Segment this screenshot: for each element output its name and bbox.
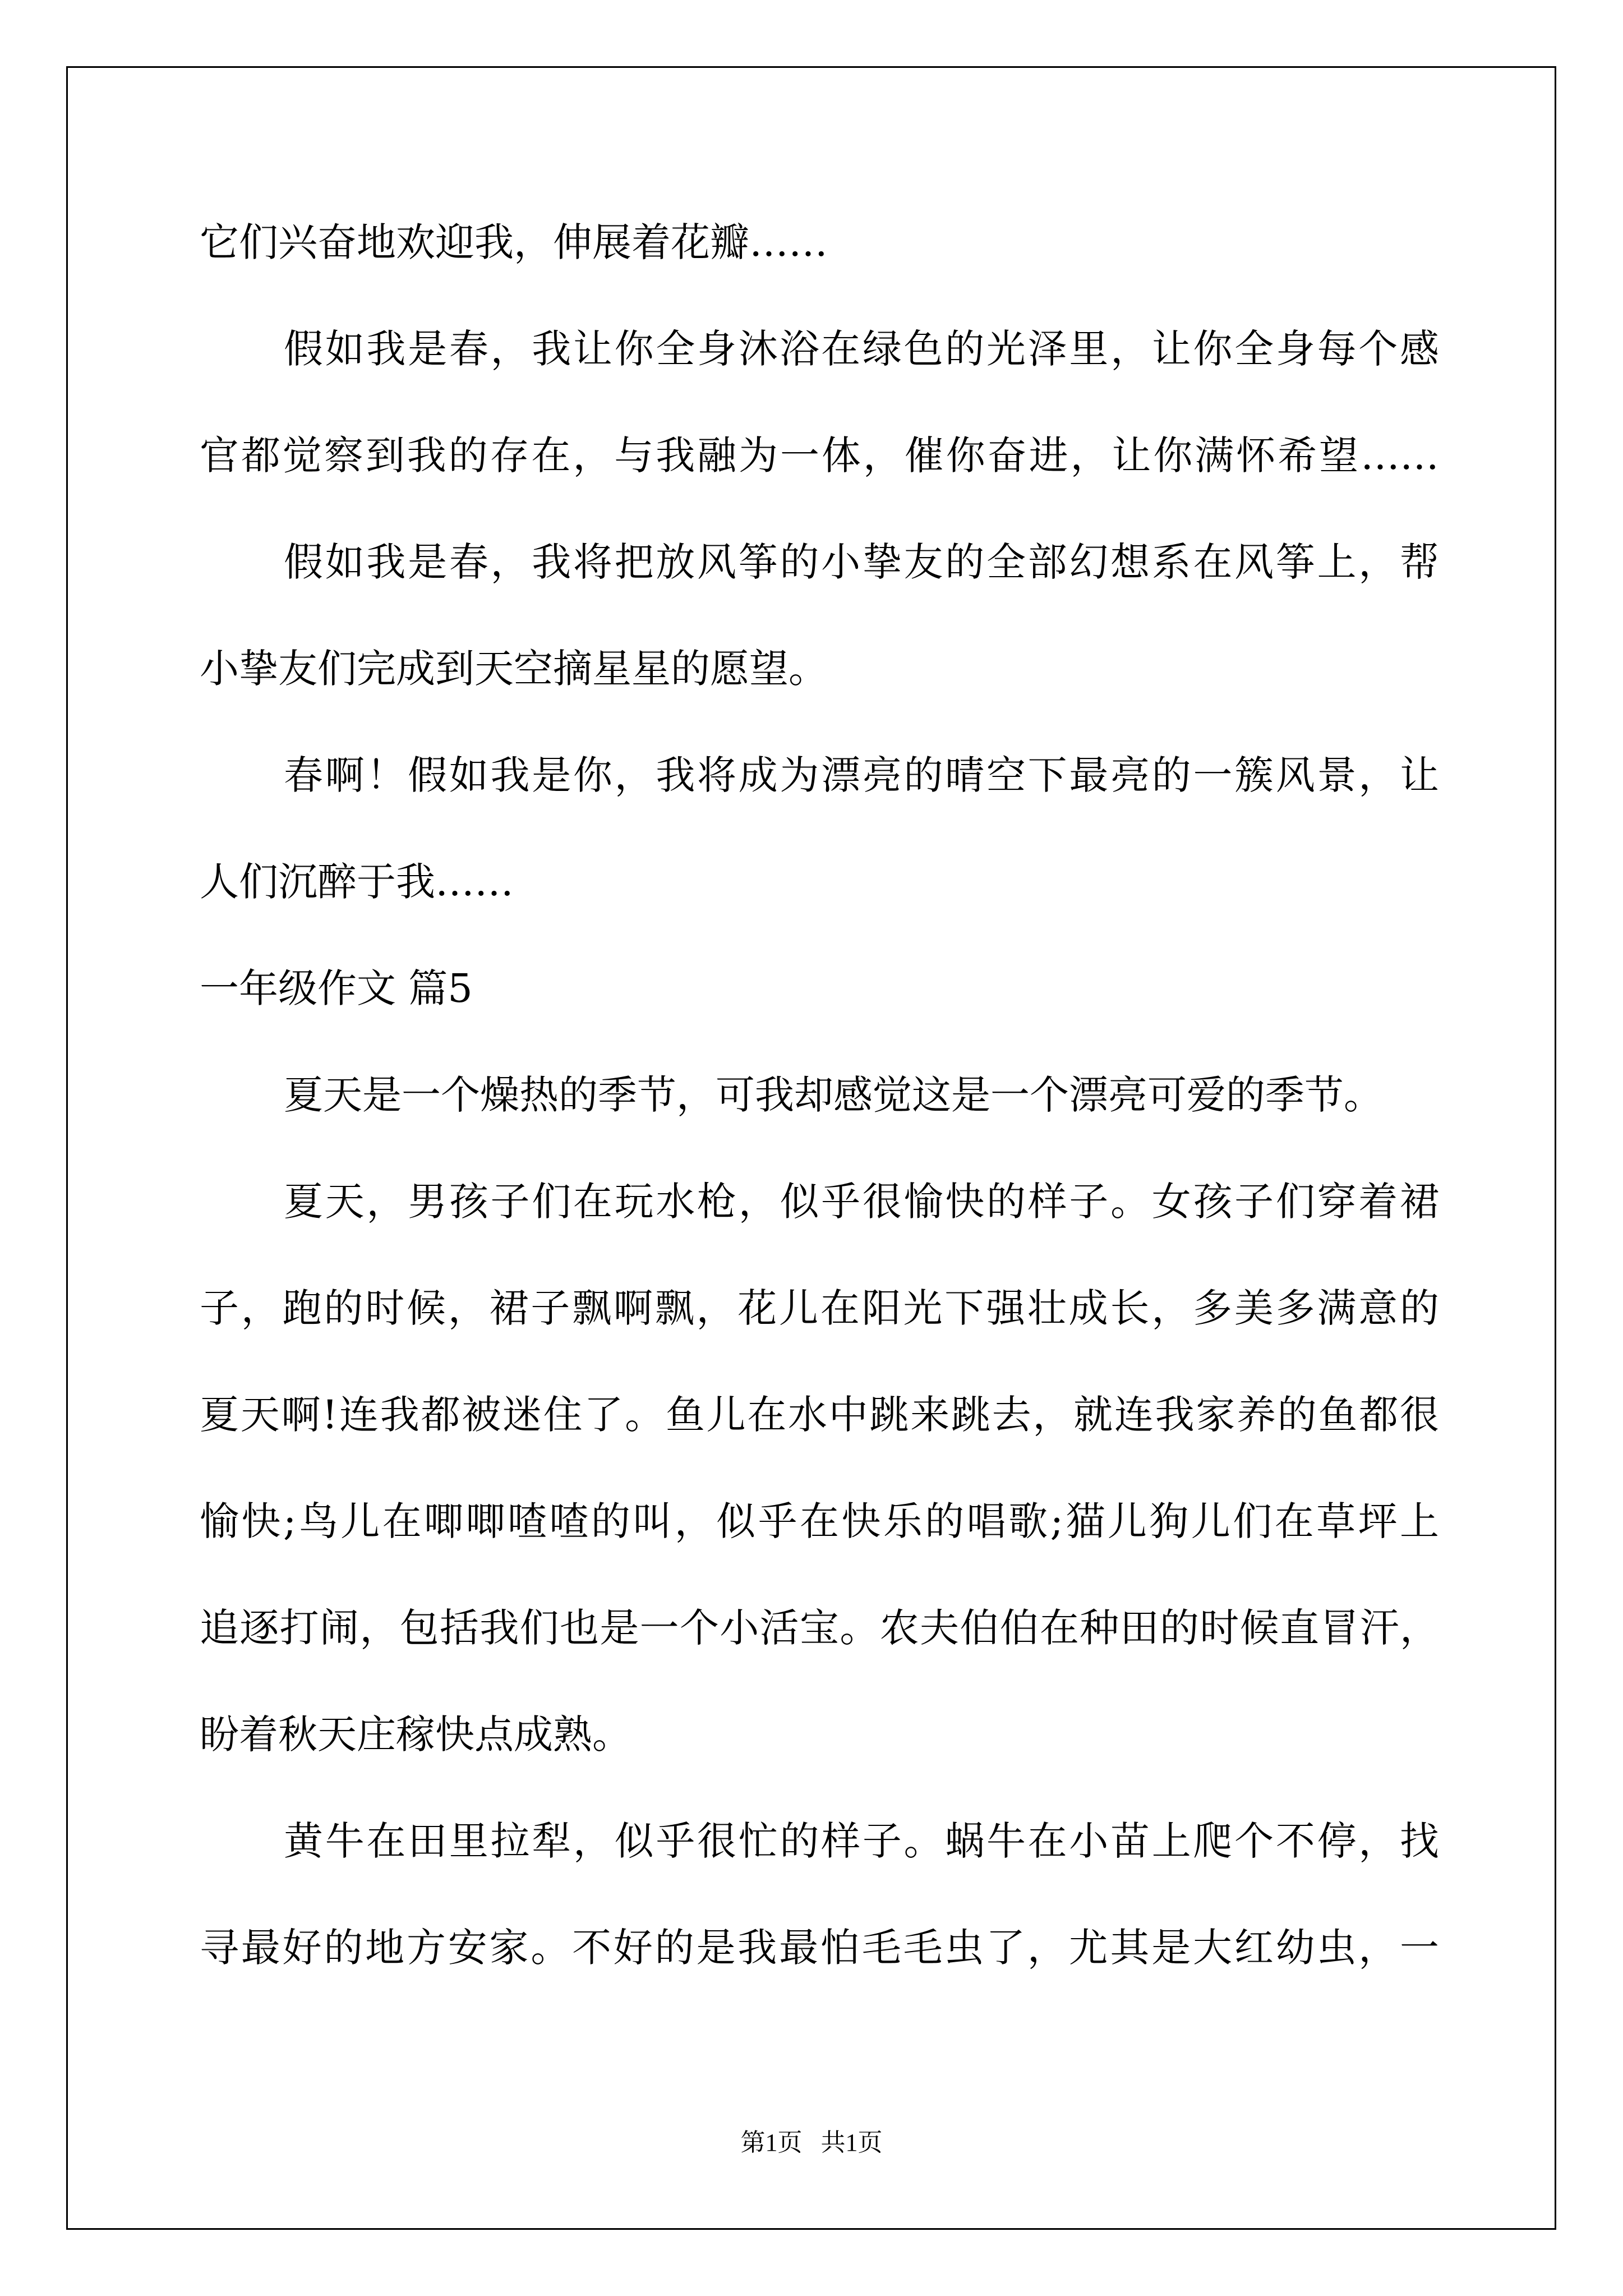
paragraph-start-line: 黄牛在田里拉犁，似乎很忙的样子。蜗牛在小苗上爬个不停，找 [284, 1818, 1439, 1864]
text-line: 人们沉醉于我…… [200, 859, 514, 905]
text-line: 追逐打闹，包括我们也是一个小活宝。农夫伯伯在种田的时候直冒汗， [200, 1605, 1439, 1651]
paragraph-start-line: 假如我是春，我让你全身沐浴在绿色的光泽里，让你全身每个感 [284, 326, 1439, 372]
paragraph-start-line: 假如我是春，我将把放风筝的小挚友的全部幻想系在风筝上，帮 [284, 539, 1439, 585]
text-line: 寻最好的地方安家。不好的是我最怕毛毛虫了，尤其是大红幼虫，一 [200, 1925, 1439, 1971]
text-line: 官都觉察到我的存在，与我融为一体，催你奋进，让你满怀希望…… [200, 432, 1439, 478]
section-heading: 一年级作文 篇5 [200, 965, 473, 1011]
text-line: 盼着秋天庄稼快点成熟。 [200, 1711, 631, 1757]
paragraph-start-line: 夏天，男孩子们在玩水枪，似乎很愉快的样子。女孩子们穿着裙 [284, 1179, 1439, 1225]
text-line: 小挚友们完成到天空摘星星的愿望。 [200, 646, 828, 692]
text-line: 夏天啊!连我都被迷住了。鱼儿在水中跳来跳去，就连我家养的鱼都很 [200, 1392, 1439, 1438]
text-line: 它们兴奋地欢迎我，伸展着花瓣…… [200, 219, 828, 265]
text-line: 子，跑的时候，裙子飘啊飘，花儿在阳光下强壮成长，多美多满意的 [200, 1285, 1439, 1331]
paragraph-start-line: 春啊！假如我是你，我将成为漂亮的晴空下最亮的一簇风景，让 [284, 752, 1439, 798]
text-line: 愉快;鸟儿在唧唧喳喳的叫，似乎在快乐的唱歌;猫儿狗儿们在草坪上 [200, 1498, 1439, 1544]
paragraph-start-line: 夏天是一个燥热的季节，可我却感觉这是一个漂亮可爱的季节。 [284, 1072, 1383, 1118]
document-body [200, 209, 1439, 2021]
page-number-footer: 第1页 共1页 [740, 2129, 883, 2156]
